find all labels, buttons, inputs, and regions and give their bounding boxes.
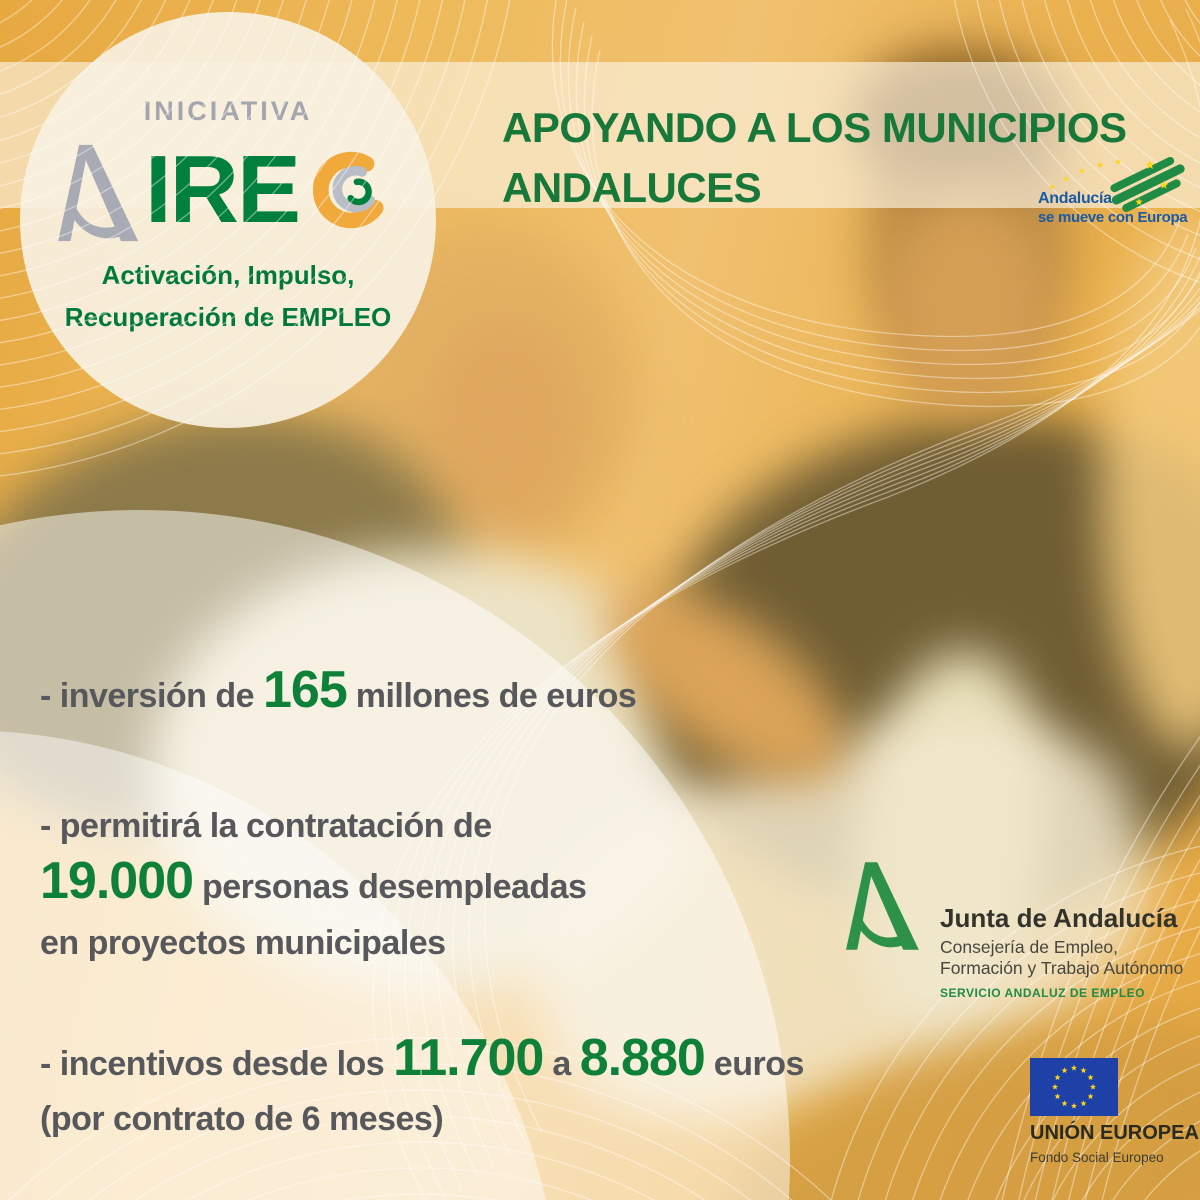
bullet-text: personas desempleadas: [202, 868, 587, 906]
brand-circle: [20, 12, 436, 428]
bullet-incentives-line1: [40, 1028, 804, 1088]
europe-badge-line2: se mueve con Europa: [1038, 209, 1188, 226]
eu-flag-icon: [1030, 1058, 1118, 1116]
bullet-text: en proyectos municipales: [40, 924, 446, 962]
bullet-text: - inversión de: [40, 677, 255, 715]
photo-man-face: [885, 195, 1050, 410]
europe-badge: [1036, 156, 1188, 234]
brand-subtitle-line1: Activación, Impulso,: [101, 260, 355, 290]
bullet-hiring-line1: [40, 807, 492, 846]
bullet-text: millones de euros: [355, 677, 637, 715]
bullet-value: 11.700: [393, 1029, 544, 1087]
bullet-hiring-line3: [40, 924, 446, 963]
bullet-text: - incentivos desde los: [40, 1045, 385, 1083]
junta-service-label: SERVICIO ANDALUZ DE EMPLEO: [940, 986, 1146, 1000]
bullet-investment: [40, 660, 636, 720]
brand-kicker: INICIATIVA: [143, 96, 313, 126]
bullet-text: - permitirá la contratación de: [40, 807, 492, 845]
junta-a-icon: [846, 856, 924, 956]
aire-logo-text: IRE: [144, 136, 300, 243]
bullet-text: (por contrato de 6 meses): [40, 1100, 444, 1138]
bullet-value: 8.880: [579, 1029, 705, 1087]
eu-title: UNIÓN EUROPEA: [1030, 1122, 1199, 1144]
headline-line1: APOYANDO A LOS MUNICIPIOS: [502, 104, 1127, 151]
aire-swirl-icon: [307, 140, 399, 240]
junta-department-line1: Consejería de Empleo,: [940, 937, 1119, 957]
europe-badge-line1: Andalucía: [1038, 190, 1112, 207]
junta-title: Junta de Andalucía: [940, 903, 1178, 933]
aire-a-icon: [57, 143, 145, 243]
headline-line2: ANDALUCES: [502, 164, 762, 211]
bullet-incentives-line2: [40, 1100, 443, 1139]
photo-woman-face: [430, 320, 580, 530]
aire-logo: [20, 134, 436, 246]
bullet-text: euros: [713, 1045, 804, 1083]
bullet-value: 19.000: [40, 852, 194, 910]
bullet-value: 165: [263, 661, 347, 719]
bullet-hiring-line2: [40, 851, 586, 911]
brand-subtitle-line2: Recuperación de EMPLEO: [64, 302, 392, 332]
eu-subtitle: Fondo Social Europeo: [1030, 1150, 1164, 1165]
bullet-text: a: [552, 1045, 571, 1083]
headline: [502, 98, 1127, 218]
junta-department-line2: Formación y Trabajo Autónomo: [940, 958, 1184, 978]
